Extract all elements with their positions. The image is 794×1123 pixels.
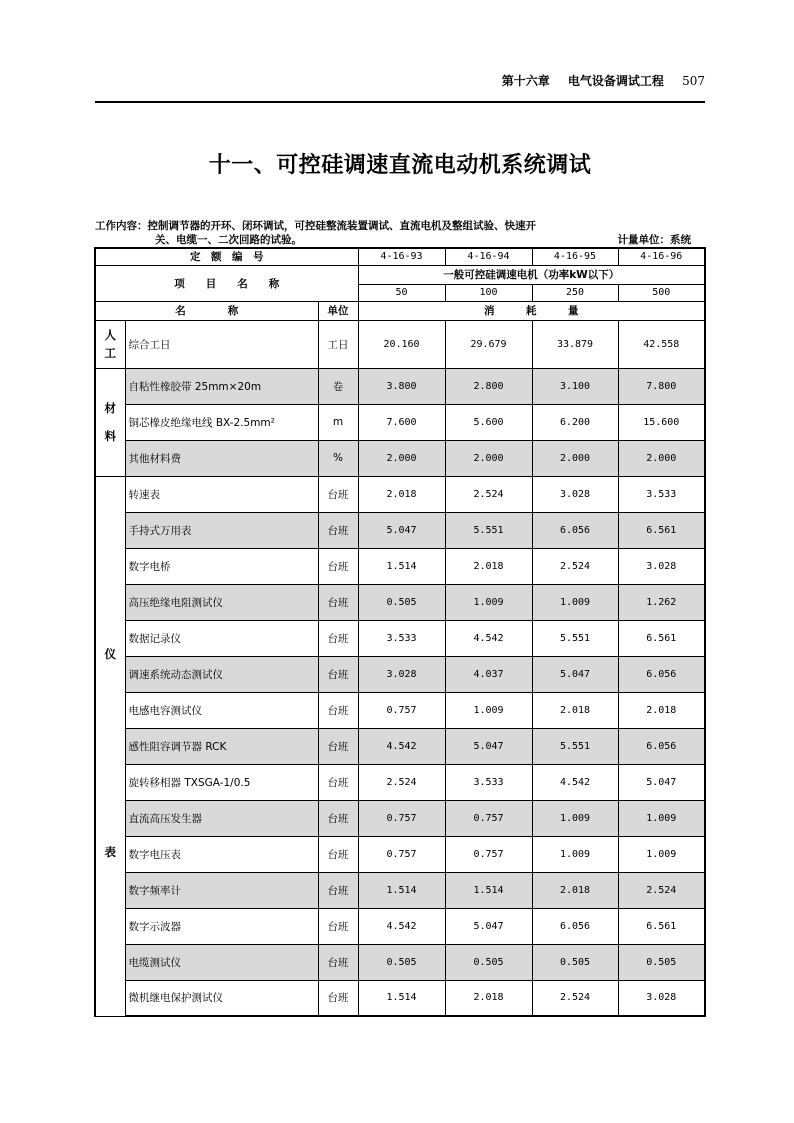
table-row [95, 512, 705, 548]
item-name: 转速表 [125, 476, 318, 512]
item-unit: 工日 [318, 320, 358, 368]
item-name: 调速系统动态测试仪 [125, 656, 318, 692]
quota-code-label: 定 额 编 号 [95, 248, 358, 265]
value-cell: 4.542 [532, 764, 618, 800]
item-name: 铜芯橡皮绝缘电线 BX-2.5mm² [125, 404, 318, 440]
chapter-label: 第十六章 [501, 74, 550, 88]
value-cell: 2.000 [532, 440, 618, 476]
table-row [95, 908, 705, 944]
value-cell: 1.009 [618, 800, 705, 836]
value-cell: 6.561 [618, 908, 705, 944]
item-name: 直流高压发生器 [125, 800, 318, 836]
header-rule [95, 101, 705, 103]
item-name: 旋转移相器 TXSGA-1/0.5 [125, 764, 318, 800]
value-cell: 33.879 [532, 320, 618, 368]
item-unit: 台班 [318, 476, 358, 512]
table-row [95, 836, 705, 872]
unit-column-header: 单位 [318, 301, 358, 320]
value-cell: 5.047 [445, 908, 532, 944]
item-unit: 台班 [318, 764, 358, 800]
table-row [95, 368, 705, 404]
capacity-cell: 100 [445, 284, 532, 301]
group-header: 一般可控硅调速电机（功率kW以下） [358, 265, 705, 284]
value-cell: 2.524 [445, 476, 532, 512]
category-char: 人 [104, 328, 116, 342]
item-unit: 台班 [318, 512, 358, 548]
value-cell: 2.524 [532, 980, 618, 1016]
quota-code-row [95, 248, 705, 265]
value-cell: 3.028 [358, 656, 445, 692]
item-unit: 台班 [318, 872, 358, 908]
value-cell: 15.600 [618, 404, 705, 440]
value-cell: 6.056 [532, 908, 618, 944]
item-unit: 台班 [318, 728, 358, 764]
item-unit: 台班 [318, 584, 358, 620]
page-number: 507 [682, 74, 705, 88]
item-unit: 台班 [318, 908, 358, 944]
value-cell: 2.524 [532, 548, 618, 584]
category-char: 料 [104, 429, 116, 443]
item-name: 感性阻容调节器 RCK [125, 728, 318, 764]
value-cell: 1.009 [532, 836, 618, 872]
item-name: 数据记录仪 [125, 620, 318, 656]
item-unit: % [318, 440, 358, 476]
quota-code-cell: 4-16-95 [532, 248, 618, 265]
value-cell: 6.056 [618, 728, 705, 764]
value-cell: 0.505 [358, 584, 445, 620]
value-cell: 1.009 [445, 692, 532, 728]
table-row [95, 872, 705, 908]
value-cell: 4.542 [358, 728, 445, 764]
quota-table [94, 247, 706, 1017]
category-material [95, 368, 125, 476]
item-unit: 台班 [318, 980, 358, 1016]
value-cell: 20.160 [358, 320, 445, 368]
value-cell: 6.200 [532, 404, 618, 440]
value-cell: 7.600 [358, 404, 445, 440]
value-cell: 2.524 [358, 764, 445, 800]
value-cell: 0.757 [445, 836, 532, 872]
category-char: 材 [104, 401, 116, 415]
table-row [95, 548, 705, 584]
value-cell: 3.028 [532, 476, 618, 512]
value-cell: 6.561 [618, 620, 705, 656]
category-char: 仪 [104, 646, 116, 661]
work-content-label: 工作内容： [95, 220, 148, 232]
item-name: 数字示波器 [125, 908, 318, 944]
value-cell: 1.009 [445, 584, 532, 620]
table-row [95, 800, 705, 836]
item-name: 高压绝缘电阻测试仪 [125, 584, 318, 620]
table-row [95, 620, 705, 656]
value-cell: 2.800 [445, 368, 532, 404]
value-cell: 1.514 [358, 980, 445, 1016]
value-cell: 5.551 [532, 728, 618, 764]
value-cell: 3.533 [445, 764, 532, 800]
name-column-header: 名 称 [95, 301, 318, 320]
value-cell: 2.524 [618, 872, 705, 908]
value-cell: 4.542 [445, 620, 532, 656]
quota-code-cell: 4-16-94 [445, 248, 532, 265]
value-cell: 0.505 [618, 944, 705, 980]
table-row [95, 440, 705, 476]
column-header-row [95, 301, 705, 320]
value-cell: 4.037 [445, 656, 532, 692]
item-name: 微机继电保护测试仪 [125, 980, 318, 1016]
capacity-cell: 250 [532, 284, 618, 301]
table-row [95, 944, 705, 980]
value-cell: 0.757 [358, 800, 445, 836]
value-cell: 0.505 [358, 944, 445, 980]
work-content-text-2: 关、电缆一、二次回路的试验。 [155, 234, 302, 246]
item-name: 数字电桥 [125, 548, 318, 584]
value-cell: 3.100 [532, 368, 618, 404]
value-cell: 5.600 [445, 404, 532, 440]
page-header [95, 72, 705, 92]
value-cell: 6.561 [618, 512, 705, 548]
item-unit: 台班 [318, 944, 358, 980]
value-cell: 2.018 [358, 476, 445, 512]
value-cell: 2.018 [445, 980, 532, 1016]
value-cell: 3.533 [618, 476, 705, 512]
capacity-cell: 50 [358, 284, 445, 301]
value-cell: 5.047 [358, 512, 445, 548]
table-row [95, 728, 705, 764]
item-name: 数字电压表 [125, 836, 318, 872]
measurement-unit: 计量单位：系统 [617, 234, 691, 246]
category-instrument [95, 476, 125, 1016]
quota-code-cell: 4-16-93 [358, 248, 445, 265]
table-row [95, 692, 705, 728]
work-content-text-1: 控制调节器的开环、闭环调试，可控硅整流装置调试、直流电机及整组试验、快速开 [147, 220, 536, 232]
value-cell: 0.757 [358, 692, 445, 728]
value-cell: 7.800 [618, 368, 705, 404]
value-cell: 1.009 [532, 584, 618, 620]
value-cell: 0.505 [532, 944, 618, 980]
table-row [95, 404, 705, 440]
item-name: 综合工日 [125, 320, 318, 368]
value-cell: 1.009 [532, 800, 618, 836]
value-cell: 2.018 [445, 548, 532, 584]
category-char: 表 [104, 844, 116, 859]
item-unit: 台班 [318, 692, 358, 728]
item-name: 电缆测试仪 [125, 944, 318, 980]
table-row [95, 656, 705, 692]
value-cell: 2.000 [618, 440, 705, 476]
value-cell: 5.551 [445, 512, 532, 548]
item-unit: 台班 [318, 656, 358, 692]
item-unit: 台班 [318, 548, 358, 584]
work-content-line-2 [95, 233, 705, 247]
table-row [95, 764, 705, 800]
section-label: 电气设备调试工程 [567, 74, 664, 88]
item-unit: 台班 [318, 836, 358, 872]
table-row [95, 320, 705, 368]
value-cell: 0.757 [445, 800, 532, 836]
value-cell: 2.018 [532, 692, 618, 728]
item-name: 电感电容测试仪 [125, 692, 318, 728]
consumption-column-header: 消 耗 量 [358, 301, 705, 320]
item-name: 手持式万用表 [125, 512, 318, 548]
work-content [95, 219, 705, 247]
value-cell: 3.800 [358, 368, 445, 404]
item-unit: 台班 [318, 620, 358, 656]
quota-code-cell: 4-16-96 [618, 248, 705, 265]
value-cell: 6.056 [532, 512, 618, 548]
value-cell: 2.000 [445, 440, 532, 476]
table-row [95, 476, 705, 512]
value-cell: 1.514 [445, 872, 532, 908]
item-name-label: 项 目 名 称 [95, 265, 358, 301]
table-row [95, 980, 705, 1016]
item-group-row [95, 265, 705, 284]
value-cell: 29.679 [445, 320, 532, 368]
value-cell: 1.514 [358, 548, 445, 584]
item-unit: 台班 [318, 800, 358, 836]
item-unit: m [318, 404, 358, 440]
value-cell: 1.009 [618, 836, 705, 872]
value-cell: 1.262 [618, 584, 705, 620]
value-cell: 5.047 [618, 764, 705, 800]
item-unit: 卷 [318, 368, 358, 404]
item-name: 数字频率计 [125, 872, 318, 908]
value-cell: 5.047 [445, 728, 532, 764]
value-cell: 1.514 [358, 872, 445, 908]
item-name: 自粘性橡胶带 25mm×20m [125, 368, 318, 404]
table-row [95, 584, 705, 620]
value-cell: 4.542 [358, 908, 445, 944]
value-cell: 3.028 [618, 548, 705, 584]
item-name: 其他材料费 [125, 440, 318, 476]
value-cell: 42.558 [618, 320, 705, 368]
category-labor [95, 320, 125, 368]
value-cell: 5.047 [532, 656, 618, 692]
page-title: 十一、可控硅调速直流电动机系统调试 [208, 153, 592, 178]
value-cell: 3.028 [618, 980, 705, 1016]
value-cell: 0.757 [358, 836, 445, 872]
value-cell: 2.018 [618, 692, 705, 728]
value-cell: 2.000 [358, 440, 445, 476]
value-cell: 6.056 [618, 656, 705, 692]
value-cell: 3.533 [358, 620, 445, 656]
value-cell: 2.018 [532, 872, 618, 908]
capacity-cell: 500 [618, 284, 705, 301]
value-cell: 5.551 [532, 620, 618, 656]
value-cell: 0.505 [445, 944, 532, 980]
category-char: 工 [104, 346, 116, 360]
work-content-line-1 [95, 219, 705, 233]
